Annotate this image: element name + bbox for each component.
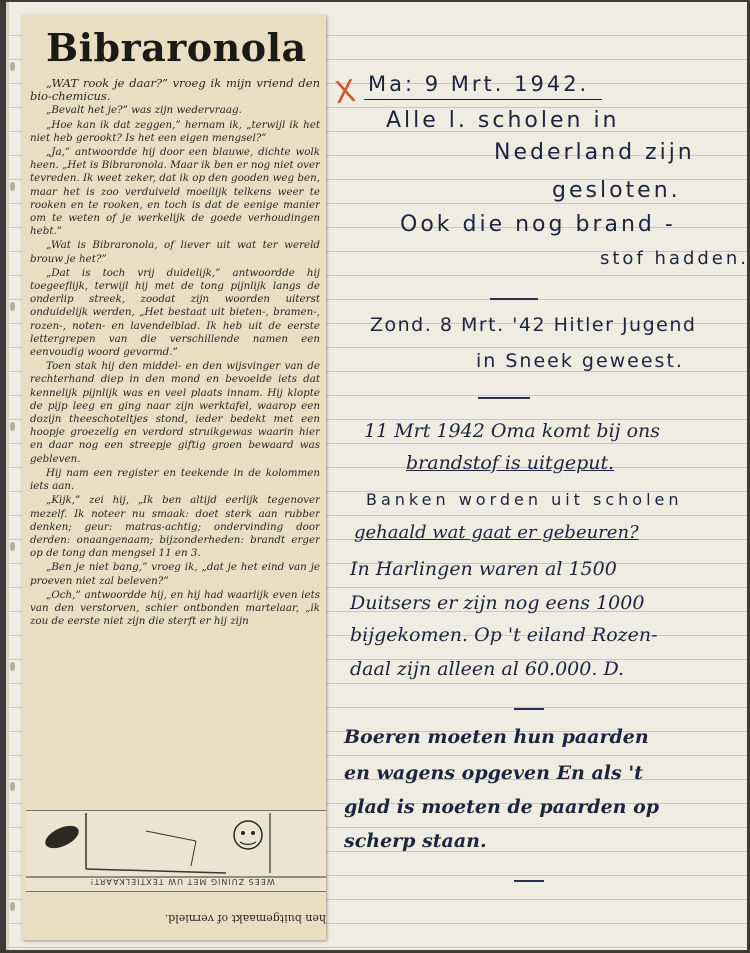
article-paragraph: „Hoe kan ik dat zeggen,” hernam ik, „terwijl ik het niet heb gerookt? Is het een eigen mengsel?” xyxy=(30,118,320,144)
entry4-line: glad is moeten de paarden op xyxy=(344,796,660,818)
article-paragraph: „Kijk,” zei hij, „Ik ben altijd eerlijk tegenover mezelf. Ik noteer nu smaak: doet sterk aan rubber denken; geur: matras-achtig; ondervinding door derden: onaangenaam; bijzonderheden: brandt erger op de tong dan mengsel 11 en 3. xyxy=(30,494,320,560)
entry1-line: Alle l. scholen in xyxy=(386,108,620,133)
article-paragraph: „Dat is toch vrij duidelijk,” antwoordde hij toegeeflijk, terwijl hij met de tong pijnlijk langs de onderlip streek, zoodat zijn woorden uiterst onduidelijk werden, „Het bestaat uit bieten-, bramen-, rozen-, noten- en lavendelblad. Ik heb uit de eerste lettergrepen van die verschillende namen een eenvoudig woord gevormd.” xyxy=(30,266,320,359)
separator-dash xyxy=(490,298,538,300)
entry2-line: Zond. 8 Mrt. '42 Hitler Jugend xyxy=(370,314,697,336)
article-paragraph: Hij nam een register en teekende in de kolommen iets aan. xyxy=(30,466,320,493)
entry3-line: 11 Mrt 1942 Oma komt bij ons xyxy=(364,420,661,442)
cartoon-caption: WEES ZUINIG MET UW TEXTIELKAART! xyxy=(89,877,275,886)
clipping-title: Bibraronola xyxy=(46,25,307,70)
separator-dash xyxy=(514,708,544,710)
clipping-footer-text: hen buitgemaakt of vernield. xyxy=(164,912,326,925)
separator-dash xyxy=(478,397,530,399)
entry1-line: stof hadden. xyxy=(600,248,750,269)
entry3-line: Duitsers er zijn nog eens 1000 xyxy=(350,592,645,614)
entry1-line: Nederland zijn xyxy=(494,140,695,165)
newspaper-clipping xyxy=(22,15,326,940)
clipping-article xyxy=(30,77,320,807)
entry3-line: brandstof is uitgeput. xyxy=(406,452,615,474)
entry4-line: en wagens opgeven En als 't xyxy=(344,762,643,784)
entry1-line: gesloten. xyxy=(552,178,681,203)
entry4-line: scherp staan. xyxy=(344,830,487,852)
entry3-line: daal zijn alleen al 60.000. D. xyxy=(350,658,625,680)
date-underline xyxy=(364,99,602,100)
entry1-line: Ook die nog brand - xyxy=(400,212,676,237)
entry3-line: Banken worden uit scholen xyxy=(366,490,683,509)
separator-dash xyxy=(514,880,544,882)
entry3-line: In Harlingen waren al 1500 xyxy=(350,558,617,580)
red-x-marker: X xyxy=(332,73,358,112)
entry1-date: Ma: 9 Mrt. 1942. xyxy=(368,72,590,96)
article-paragraph: „Ben je niet bang,” vroeg ik, „dat je het eind van je proeven niet zal beleven?” xyxy=(30,561,320,587)
entry2-line: in Sneek geweest. xyxy=(476,350,684,372)
binding-holes xyxy=(9,2,17,950)
entry3-line: gehaald wat gaat er gebeuren? xyxy=(354,522,639,543)
article-paragraph: „Wat is Bibraronola, of liever uit wat ter wereld brouw je het?” xyxy=(30,239,320,265)
entry4-line: Boeren moeten hun paarden xyxy=(344,726,649,748)
article-paragraph: „Ja,” antwoordde hij door een blauwe, dichte wolk heen. „Het is Bibraronola. Maar ik ben er nog niet over tevreden. Ik weet zeker, dat ik op den gooden weg ben, maar het is zoo verduiveld moeilijk telkens weer te rooken en te rooken, en toch is dat de eenige manier om te weten of je werkelijk de goede verhoudingen hebt.” xyxy=(30,146,320,238)
article-paragraph: Toen stak hij den middel- en den wijsvinger van de rechterhand diep in den mond en bevoelde iets dat kennelijk pijnlijk was en veel plaats innam. Hij klopte de pijp leeg en ging naar zijn werktafel, waarop een dozijn theeschoteltjes stond, ieder bedekt met een hoopje groezelig en verdord struikgewas waarin hier en daar nog een streepje giftig groen bewaard was gebleven. xyxy=(30,360,320,465)
article-paragraph: „Och,” antwoordde hij, en hij had waarlijk even iets van den verstorven, schier ontbonden martelaar, „ik zou de eerste niet zijn die sterft er hij zijn xyxy=(30,588,320,628)
entry3-line: bijgekomen. Op 't eiland Rozen- xyxy=(350,624,658,646)
article-paragraph: „WAT rook je daar?” vroeg ik mijn vriend den bio-chemicus. xyxy=(30,77,320,104)
article-paragraph: „Bevalt het je?” was zijn wedervraag. xyxy=(46,104,242,117)
